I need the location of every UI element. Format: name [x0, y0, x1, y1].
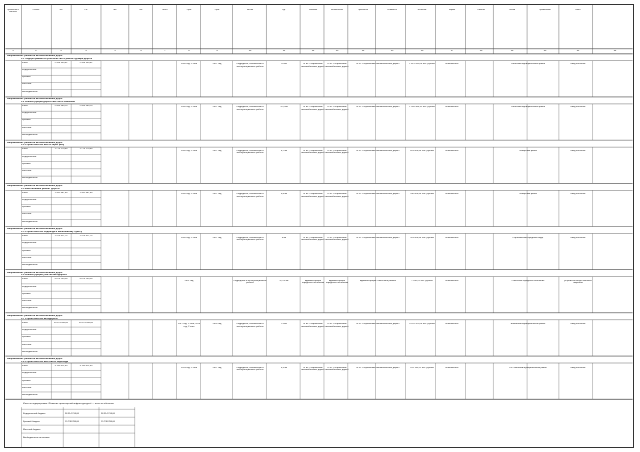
footer-value: 36 514 214,00 — [65, 412, 79, 415]
header-cell: МБ — [113, 9, 117, 11]
budget-label: Краевой — [22, 379, 31, 382]
sum-cell: 5 153 411,00 — [54, 365, 68, 368]
cost-cell: 878 000,00 тыс. рублей — [410, 149, 434, 152]
section-title: Направление: развитие автомобильных дорог — [7, 315, 63, 318]
footer-label: Местный бюджет — [23, 428, 41, 431]
budget-label: Краевой — [22, 76, 31, 79]
role-cell: исполнитель — [445, 63, 459, 65]
sum-cell: 2 550 350,82 — [54, 61, 68, 64]
budget-label: Итого — [22, 365, 28, 368]
cost-cell: 7 166,22 тыс. рублей — [411, 279, 433, 282]
result-cell: ввод объектов — [570, 366, 586, 369]
organization-cell: КГКУ «Управление автомобильных дорог» — [356, 323, 400, 326]
budget-label: Федеральный — [22, 242, 37, 245]
district-cell: Пожарский район — [519, 149, 537, 152]
budget-label: Местный — [22, 343, 32, 346]
year-cell: 2017 год — [212, 149, 222, 152]
item-title: 1.2 Реконструкция дороги местного значения — [21, 100, 75, 103]
budget-label: Итого — [22, 148, 28, 151]
role-cell: исполнитель — [445, 279, 459, 282]
role-cell: исполнитель — [445, 193, 459, 196]
year-cell: 2017 год — [212, 366, 222, 369]
cost-cell: 378 000,00 тыс. рублей — [410, 236, 434, 239]
header-number: 13 — [335, 50, 339, 53]
years-cell: 2020 год, 2 этап — [180, 193, 198, 196]
spreadsheet-page — [4, 4, 634, 448]
sum-cell: 2 445 560,10 — [79, 104, 93, 107]
header-cell: Проектная — [358, 9, 368, 11]
header-number: 4 — [85, 50, 87, 53]
header-cell: Заказчик — [308, 9, 318, 11]
header-number: 15 — [390, 50, 394, 53]
budget-label: Итого — [22, 61, 28, 64]
years-cell: 2017 год, 1 этап; 2019 год, 2 этап — [177, 323, 201, 328]
footer-value: 36 514 214,00 — [101, 412, 115, 415]
organization-cell: КГКУ «Управление автомобильных дорог» — [356, 193, 400, 196]
works-cell: Подрядные, технические и эксплуатационные работы — [236, 149, 264, 155]
header-cell: Примечание — [539, 9, 551, 11]
budget-label: Внебюджетные — [22, 264, 38, 267]
result-cell: ввод объектов — [570, 63, 586, 65]
item-title: 1.6 Реконструкция участка автодороги — [21, 274, 67, 277]
contractor-cell: КГКУ «Управление автомобильных дорог» — [325, 323, 349, 328]
header-number: 18 — [479, 50, 483, 53]
contractor-cell: КГБУ «Управление автомобильных дорог» — [301, 366, 325, 372]
budget-label: Федеральный — [22, 372, 37, 375]
length-cell: 4 км — [281, 236, 287, 239]
years-cell: 2020 год, 2 этап — [180, 236, 198, 239]
item-title: 1.7 Строительство автодороги — [21, 317, 58, 320]
section-title: Направление: развитие автомобильных дорог — [7, 184, 63, 187]
works-cell: Подрядные и эксплуатационные работы — [233, 279, 267, 285]
district-cell: Советский муниципальный район — [510, 63, 546, 65]
years-cell: 2020 год, 2 этап — [180, 106, 198, 109]
budget-label: Итого — [22, 191, 28, 194]
contractor-cell: КГКУ «Управление автомобильных дорог» — [325, 193, 349, 198]
role-cell: исполнитель — [445, 323, 459, 326]
header-cell: всего — [162, 9, 168, 11]
header-cell: Исполнитель — [330, 9, 344, 11]
budget-label: Местный — [22, 300, 32, 303]
organization-cell: КГКУ «Управление автомобильных дорог» — [356, 236, 400, 239]
organization-cell: КГКУ «Управление автомобильных дорог» — [356, 106, 400, 109]
budget-label: Федеральный — [22, 112, 37, 115]
length-cell: 8,7 км — [280, 149, 288, 152]
budget-label: Местный — [22, 213, 32, 216]
contractor-cell: КГБУ «Управление автомобильных дорог» — [301, 63, 325, 68]
sum-cell: 1 591 467,80 — [79, 191, 93, 194]
role-cell: исполнитель — [445, 149, 459, 152]
length-cell: 12,5 км — [280, 106, 288, 109]
contractor-cell: КГКУ «Управление автомобильных дорог» — [325, 366, 349, 372]
footer-value: 15 738 296,00 — [65, 420, 79, 423]
works-cell: Подрядные, технические и эксплуатационные работы — [236, 193, 264, 198]
sum-cell: 34 223 450,00 — [54, 321, 68, 324]
item-title: 1.3 Строительство моста через реку — [21, 144, 65, 147]
section-title: Направление: развитие автомобильных дорог — [7, 358, 63, 361]
contractor-cell: КГКУ «Управление автомобильных дорог» — [325, 236, 349, 242]
budget-label: Краевой — [22, 336, 31, 339]
budget-label: Краевой — [22, 162, 31, 165]
budget-label: Внебюджетные — [22, 177, 38, 180]
header-cell: Объём — [508, 9, 516, 11]
budget-label: Краевой — [22, 292, 31, 295]
budget-label: Внебюджетные — [22, 133, 38, 136]
header-cell: Срок — [186, 9, 192, 11]
works-cell: Подрядные, технические и эксплуатационные работы — [236, 63, 264, 68]
section-title: Направление: развитие автомобильных дорог — [7, 54, 63, 57]
header-number: 3 — [60, 50, 62, 53]
year-cell — [201, 280, 233, 312]
footer-label: Краевой бюджет — [23, 420, 40, 423]
budget-label: Краевой — [22, 119, 31, 122]
sum-cell: 1 223 417,73 — [54, 235, 68, 237]
sum-cell: 4 875 230,00 — [79, 278, 93, 281]
organization-cell: КГКУ «Управление автомобильных дорог» — [356, 63, 400, 65]
cost-cell: 1 269 568,32 тыс. рублей — [409, 106, 435, 109]
budget-label: Итого — [22, 104, 28, 107]
header-number: 8 — [188, 50, 190, 53]
years-cell: 2020 год, 2 этап — [180, 149, 198, 152]
contractor-cell: КГБУ «Управление автомобильных дорог» — [301, 236, 325, 242]
sum-cell: 2 550 350,82 — [79, 61, 93, 64]
length-cell: 13 км — [281, 323, 287, 326]
budget-label: Федеральный — [22, 329, 37, 332]
budget-label: Внебюджетные — [22, 220, 38, 223]
works-cell: Подрядные, технические и эксплуатационные работы — [236, 106, 264, 111]
header-cell: РБ — [84, 9, 88, 11]
section-title: Направление: развитие автомобильных дорог — [7, 271, 63, 274]
header-cell: Ед. — [282, 9, 286, 11]
budget-label: Внебюджетные — [22, 394, 38, 397]
result-cell: ввод объектов — [570, 106, 586, 109]
footer-label: Федеральный бюджет — [23, 412, 46, 415]
budget-label: Краевой — [22, 206, 31, 209]
sum-cell: 2 445 560,10 — [54, 104, 68, 107]
sum-cell: 1 775 170,80 — [79, 148, 93, 151]
role-cell: исполнитель — [445, 366, 459, 369]
organization-cell: Администрация Советского района — [360, 279, 396, 282]
item-title: 1.1 Подпрограмма «Строительство и реконструкция дорог» — [21, 57, 93, 60]
district-cell: Советское городское поселение — [511, 279, 545, 282]
length-cell: 4,5 км — [280, 366, 288, 369]
header-number: 1 — [12, 50, 14, 53]
contractor-cell: Администрация городского поселения — [325, 279, 349, 285]
years-cell: 2020 год, 2 этап — [180, 63, 198, 65]
role-cell: исполнитель — [445, 106, 459, 109]
header-number: 12 — [311, 50, 315, 53]
header-cell: итого — [575, 9, 581, 11]
budget-label: Итого — [22, 321, 28, 324]
footer-note: Итого по подпрограмме «Развитие транспортной инфраструктуры» — всего по объектам — [23, 403, 114, 405]
year-cell: 2017 год — [212, 193, 222, 196]
section-title: Направление: развитие автомобильных дорог — [7, 228, 63, 231]
budget-label: Местный — [22, 83, 32, 86]
sum-cell: 5 153 411,00 — [79, 365, 93, 368]
header-number: 17 — [450, 50, 454, 53]
result-cell: ввод объектов — [570, 236, 586, 239]
header-number: 11 — [282, 50, 286, 53]
budget-label: Краевой — [22, 249, 31, 252]
years-cell: 2019 год, 2 этап — [180, 366, 198, 369]
budget-label: Внебюджетные — [22, 307, 38, 310]
section-title: Направление: развитие автомобильных дорог — [7, 141, 63, 144]
contractor-cell: КГБУ «Управление автомобильных дорог» — [301, 193, 325, 198]
contractor-cell: Администрация городского поселения — [301, 279, 325, 285]
header-cell: Объект — [32, 9, 40, 11]
district-cell: Рп Советский муниципальный район — [509, 366, 547, 369]
organization-cell: КГКУ «Управление автомобильных дорог» — [356, 366, 400, 369]
header-number: 14 — [361, 50, 365, 53]
year-cell: 2017 год — [212, 106, 222, 109]
budget-label: Местный — [22, 256, 32, 259]
budget-label: Внебюджетные — [22, 350, 38, 353]
result-cell: ввод объектов — [570, 323, 586, 326]
header-cell: Источник — [417, 9, 427, 11]
cost-cell: 4 231 321,00 тыс. рублей — [409, 323, 435, 326]
header-cell: Проектное и сметное — [7, 9, 19, 14]
budget-label: Местный — [22, 126, 32, 129]
header-cell: Отметка — [477, 9, 485, 11]
sum-cell: 4 875 230,00 — [54, 278, 68, 281]
cost-cell: 181 160,11 тыс. рублей — [410, 366, 434, 369]
cost-cell: 780 000,00 тыс. рублей — [410, 193, 434, 196]
works-cell: Подрядные, технические и эксплуатационные работы — [236, 236, 264, 242]
item-title: 1.8 Строительство мостового перехода — [21, 361, 68, 364]
sum-cell: 34 223 450,00 — [79, 321, 93, 324]
header-number: 21 — [576, 50, 580, 53]
item-title: 1.4 Капитальный ремонт дороги — [21, 187, 60, 190]
works-cell: Подрядные, технические и эксплуатационные работы — [236, 366, 264, 372]
header-number: 5 — [114, 50, 116, 53]
footer-value: 15 738 296,00 — [101, 420, 115, 423]
contractor-cell: КГКУ «Управление автомобильных дорог» — [325, 149, 349, 155]
year-cell: 2016 год — [212, 323, 222, 326]
result-cell: ввод объектов — [570, 193, 586, 196]
works-cell: Подрядные, технические и эксплуатационные работы — [236, 323, 264, 328]
header-number: 2 — [35, 50, 37, 53]
year-cell: 2017 год — [212, 63, 222, 65]
header-number: 10 — [248, 50, 252, 53]
item-title: 1.5 Строительство подъезда к населённому пункту — [21, 231, 83, 234]
section-title: Направление: развитие автомобильных дорог — [7, 98, 63, 101]
header-cell: ФБ — [59, 9, 63, 11]
header-number: 22 — [613, 50, 617, 53]
budget-label: Федеральный — [22, 198, 37, 201]
budget-label: Итого — [22, 235, 28, 237]
district-cell: Советский муниципальный район — [510, 106, 546, 109]
sum-cell: 1 223 417,73 — [79, 235, 93, 237]
header-number: 20 — [543, 50, 547, 53]
role-cell: исполнитель — [445, 236, 459, 239]
years-cell: 2021 год — [184, 279, 194, 282]
header-number: 7 — [164, 50, 166, 53]
budget-label: Федеральный — [22, 285, 37, 288]
district-cell: Пожарский район — [519, 193, 537, 196]
budget-label: Итого — [22, 278, 28, 281]
year-cell: 2017 год — [212, 236, 222, 239]
budget-label: Федеральный — [22, 68, 37, 71]
contractor-cell: КГКУ «Управление автомобильных дорог» — [325, 106, 349, 111]
length-cell: 0,275 км — [279, 279, 289, 282]
district-cell: Ванинский муниципальный район — [510, 323, 546, 326]
contractor-cell: КГБУ «Управление автомобильных дорог» — [301, 323, 325, 328]
district-cell: Партизанский городской округ — [512, 236, 544, 239]
length-cell: 10 км — [281, 63, 287, 65]
contractor-cell: КГБУ «Управление автомобильных дорог» — [301, 149, 325, 155]
footer-label: Внебюджетные источники — [23, 436, 50, 439]
header-number: 16 — [420, 50, 424, 53]
sum-cell: 1 591 467,80 — [54, 191, 68, 194]
header-cell: Стоимость — [386, 9, 397, 11]
budget-label: Внебюджетные — [22, 90, 38, 93]
header-cell: ВБ — [139, 9, 143, 11]
budget-label: Местный — [22, 386, 32, 389]
contractor-cell: КГБУ «Управление автомобильных дорог» — [301, 106, 325, 111]
header-cell: Срок — [214, 9, 220, 11]
contractor-cell: КГКУ «Управление автомобильных дорог» — [325, 63, 349, 68]
header-number: 9 — [216, 50, 218, 53]
header-number: 19 — [510, 50, 514, 53]
result-cell: устройство искусственного покрытия — [564, 279, 592, 285]
header-cell: Кол-во — [246, 9, 254, 11]
organization-cell: КГКУ «Управление автомобильных дорог» — [356, 149, 400, 152]
result-cell: ввод объектов — [570, 149, 586, 152]
header-number: 6 — [140, 50, 142, 53]
budget-label: Федеральный — [22, 155, 37, 158]
length-cell: 6,4 км — [280, 193, 288, 196]
sum-cell: 1 775 170,80 — [54, 148, 68, 151]
header-cell: Форма — [448, 9, 456, 11]
budget-label: Местный — [22, 170, 32, 173]
cost-cell: 1 821 200,00 тыс. рублей — [409, 63, 435, 65]
